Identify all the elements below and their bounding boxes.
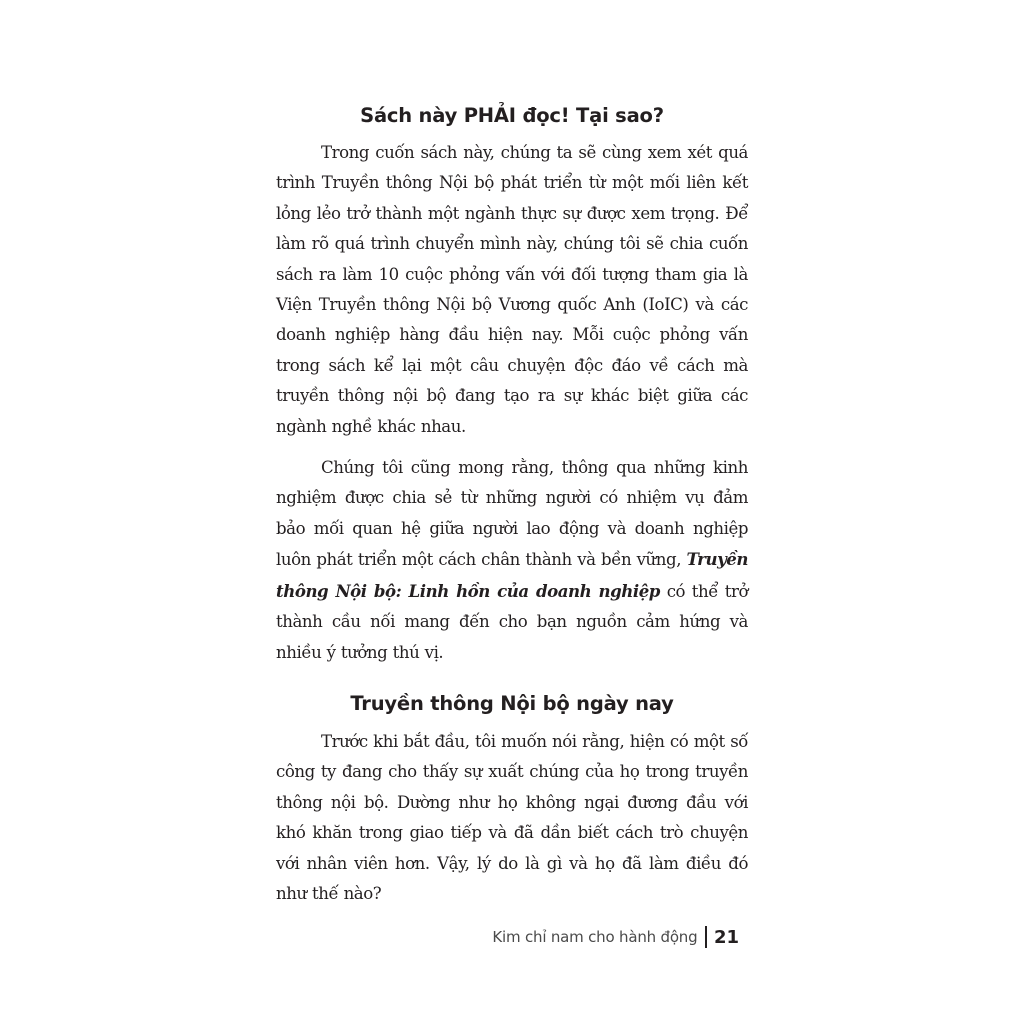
paragraph-intro: Trong cuốn sách này, chúng ta sẽ cùng xem xét quá trình Truyền thông Nội bộ phát triển từ một mối liên kết lỏng lẻo trở thành một ngành thực sự được xem trọng. Để làm rõ quá trình chuyển mình này, chúng tôi sẽ chia cuốn sách ra làm 10 cuộc phỏng vấn với đối tượng tham gia là Viện Truyền thông Nội bộ Vương quốc Anh (IoIC) và các doanh nghiệp hàng đầu hiện nay. Mỗi cuộc phỏng vấn trong sách kể lại một câu chuyện độc đáo về cách mà truyền thông nội bộ đang tạo ra sự khác biệt giữa các ngành nghề khác nhau. bbox=[276, 143, 748, 436]
section-heading-why-read: Sách này PHẢI đọc! Tại sao? bbox=[360, 104, 664, 127]
paragraph-hope bbox=[276, 453, 748, 668]
paragraph-hope-text-before: Chúng tôi cũng mong rằng, thông qua những kinh nghiệm được chia sẻ từ những người có nhiệm vụ đảm bảo mối quan hệ giữa người lao động và doanh nghiệp luôn phát triển một cách chân thành và bền vững, bbox=[276, 458, 748, 570]
running-title: Kim chỉ nam cho hành động bbox=[492, 928, 698, 946]
paragraph-before-start: Trước khi bắt đầu, tôi muốn nói rằng, hiện có một số công ty đang cho thấy sự xuất chúng của họ trong truyền thông nội bộ. Dường như họ không ngại đương đầu với khó khăn trong giao tiếp và đã dần biết cách trò chuyện với nhân viên hơn. Vậy, lý do là gì và họ đã làm điều đó như thế nào? bbox=[276, 731, 748, 903]
paragraph-hope-text-after: có thể trở thành cầu nối mang đến cho bạn nguồn cảm hứng và nhiều ý tưởng thú vị. bbox=[276, 581, 748, 662]
page-number: 21 bbox=[713, 926, 739, 948]
section-heading-internal-comms-today: Truyền thông Nội bộ ngày nay bbox=[350, 691, 674, 715]
page-footer bbox=[492, 926, 739, 948]
book-title-emphasis: Truyền thông Nội bộ: Linh hồn của doanh nghiệp bbox=[276, 549, 748, 601]
footer-divider bbox=[705, 926, 707, 948]
page-content bbox=[276, 100, 748, 909]
